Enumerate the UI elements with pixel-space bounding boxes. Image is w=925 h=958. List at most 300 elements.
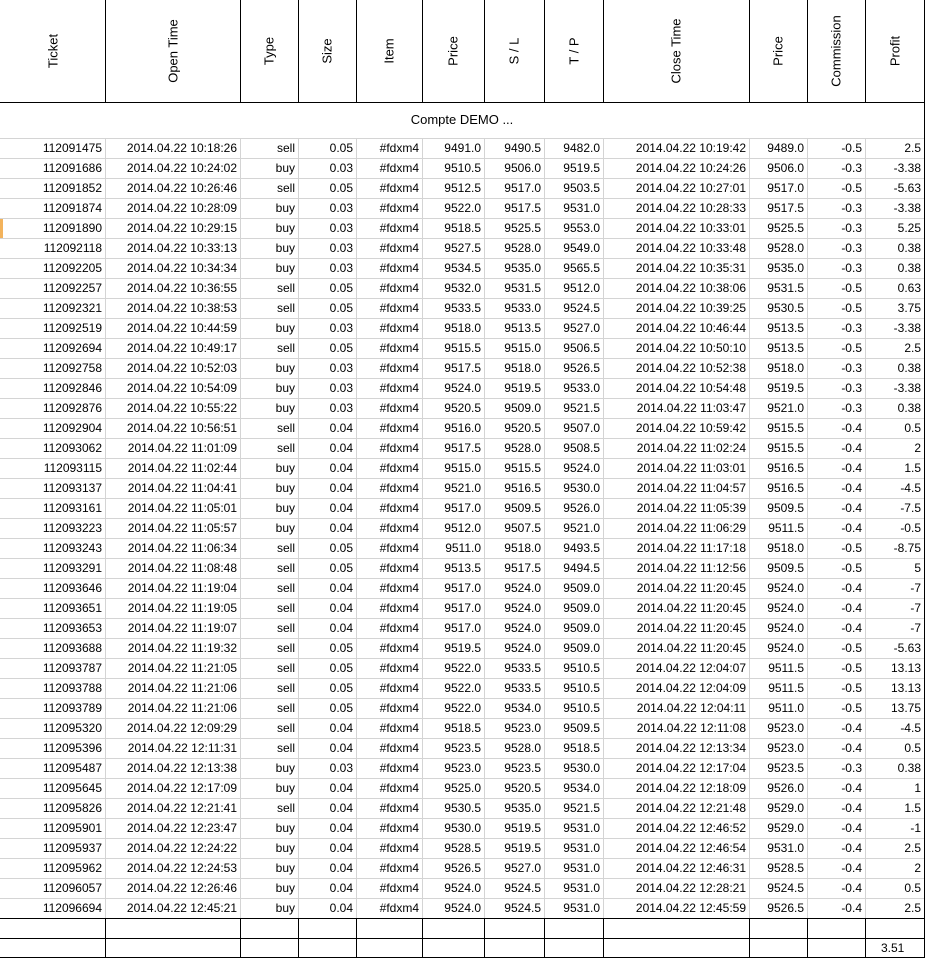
cell-sl[interactable]: 9519.5 [504,841,541,855]
cell-sl[interactable]: 9524.0 [504,581,541,595]
cell-profit[interactable]: 0.38 [897,241,921,255]
cell-commission[interactable]: -0.3 [841,321,862,335]
cell-tp[interactable]: 9521.0 [563,521,600,535]
cell-price[interactable]: 9533.5 [444,301,481,315]
cell-ticket[interactable]: 112095901 [42,821,102,835]
cell-size[interactable]: 0.04 [329,481,353,495]
cell-type[interactable]: buy [275,361,295,375]
cell-commission[interactable]: -0.5 [841,181,862,195]
cell-item[interactable]: #fdxm4 [379,661,419,675]
cell-open-time[interactable]: 2014.04.22 11:02:44 [127,461,237,475]
cell-type[interactable]: sell [276,181,295,195]
cell-price[interactable]: 9517.0 [444,601,481,615]
cell-size[interactable]: 0.04 [329,501,353,515]
cell-ticket[interactable]: 112092876 [42,401,102,415]
cell-sl[interactable]: 9533.5 [504,681,541,695]
cell-profit[interactable]: -5.63 [893,641,921,655]
cell-price[interactable]: 9523.5 [444,741,481,755]
cell-sl[interactable]: 9524.0 [504,641,541,655]
cell-open-time[interactable]: 2014.04.22 11:19:32 [127,641,237,655]
cell-profit[interactable]: 2.5 [904,841,921,855]
cell-sl[interactable]: 9516.5 [504,481,541,495]
cell-item[interactable]: #fdxm4 [379,801,419,815]
cell-tp[interactable]: 9531.0 [563,861,600,875]
cell-close-price[interactable]: 9511.5 [768,681,804,695]
cell-close-time[interactable]: 2014.04.22 12:46:31 [635,861,746,875]
column-header-price[interactable] [422,0,484,102]
cell-open-time[interactable]: 2014.04.22 10:44:59 [126,321,237,335]
cell-ticket[interactable]: 112096694 [42,901,102,915]
cell-tp[interactable]: 9510.5 [563,661,600,675]
column-header-size[interactable] [298,0,356,102]
cell-type[interactable]: buy [275,241,295,255]
cell-close-time[interactable]: 2014.04.22 11:17:18 [636,541,746,555]
cell-price[interactable]: 9530.5 [444,801,481,815]
cell-price[interactable]: 9517.0 [444,501,481,515]
cell-sl[interactable]: 9527.0 [504,861,541,875]
cell-size[interactable]: 0.05 [329,701,353,715]
cell-size[interactable]: 0.04 [329,421,353,435]
cell-profit[interactable]: 3.75 [897,301,921,315]
cell-price[interactable]: 9534.5 [444,261,481,275]
cell-price[interactable]: 9515.0 [444,461,481,475]
cell-item[interactable]: #fdxm4 [379,161,419,175]
cell-item[interactable]: #fdxm4 [379,341,419,355]
cell-size[interactable]: 0.05 [329,301,353,315]
total-profit-cell[interactable]: 3.51 [881,941,905,955]
cell-close-time[interactable]: 2014.04.22 11:12:56 [636,561,746,575]
cell-sl[interactable]: 9517.5 [504,561,541,575]
cell-tp[interactable]: 9482.0 [563,141,600,155]
cell-sl[interactable]: 9528.0 [504,241,541,255]
cell-type[interactable]: buy [275,321,295,335]
cell-size[interactable]: 0.04 [329,901,353,915]
cell-type[interactable]: buy [275,501,295,515]
cell-type[interactable]: sell [276,701,295,715]
column-header-type[interactable] [240,0,298,102]
cell-open-time[interactable]: 2014.04.22 12:21:41 [126,801,237,815]
cell-commission[interactable]: -0.4 [841,861,862,875]
cell-close-time[interactable]: 2014.04.22 11:04:57 [636,481,746,495]
cell-ticket[interactable]: 112091475 [42,141,102,155]
cell-tp[interactable]: 9512.0 [563,281,600,295]
cell-tp[interactable]: 9531.0 [563,881,600,895]
cell-price[interactable]: 9524.0 [444,381,481,395]
cell-close-time[interactable]: 2014.04.22 12:18:09 [635,781,746,795]
cell-type[interactable]: buy [275,901,295,915]
cell-size[interactable]: 0.04 [329,781,353,795]
cell-ticket[interactable]: 112095645 [42,781,102,795]
cell-size[interactable]: 0.03 [329,161,353,175]
cell-open-time[interactable]: 2014.04.22 10:54:09 [126,381,237,395]
cell-commission[interactable]: -0.5 [841,681,862,695]
cell-item[interactable]: #fdxm4 [379,141,419,155]
cell-commission[interactable]: -0.5 [841,661,862,675]
cell-commission[interactable]: -0.4 [841,481,862,495]
cell-profit[interactable]: 0.5 [904,881,921,895]
cell-size[interactable]: 0.05 [329,681,353,695]
cell-open-time[interactable]: 2014.04.22 12:23:47 [126,821,237,835]
cell-type[interactable]: buy [275,521,295,535]
cell-price[interactable]: 9517.0 [444,621,481,635]
cell-tp[interactable]: 9509.0 [563,641,600,655]
cell-type[interactable]: buy [275,761,295,775]
column-header-tp[interactable] [544,0,603,102]
cell-close-price[interactable]: 9518.0 [767,361,804,375]
cell-item[interactable]: #fdxm4 [379,201,419,215]
cell-tp[interactable]: 9493.5 [563,541,600,555]
cell-ticket[interactable]: 112095396 [42,741,102,755]
cell-ticket[interactable]: 112096057 [42,881,102,895]
cell-sl[interactable]: 9524.0 [504,621,541,635]
cell-type[interactable]: buy [275,201,295,215]
cell-close-price[interactable]: 9524.0 [767,601,804,615]
cell-open-time[interactable]: 2014.04.22 11:19:04 [127,581,237,595]
cell-commission[interactable]: -0.3 [841,161,862,175]
cell-price[interactable]: 9522.0 [444,681,481,695]
cell-tp[interactable]: 9531.0 [563,201,600,215]
cell-profit[interactable]: 2.5 [904,141,921,155]
cell-sl[interactable]: 9528.0 [504,741,541,755]
cell-price[interactable]: 9519.5 [444,641,481,655]
cell-tp[interactable]: 9524.5 [563,301,600,315]
cell-commission[interactable]: -0.3 [841,221,862,235]
cell-sl[interactable]: 9515.5 [504,461,541,475]
cell-sl[interactable]: 9523.5 [504,761,541,775]
cell-ticket[interactable]: 112092758 [42,361,102,375]
cell-close-time[interactable]: 2014.04.22 10:24:26 [635,161,746,175]
cell-commission[interactable]: -0.3 [841,361,862,375]
cell-profit[interactable]: -4.5 [900,721,921,735]
cell-item[interactable]: #fdxm4 [379,641,419,655]
cell-item[interactable]: #fdxm4 [379,781,419,795]
cell-close-time[interactable]: 2014.04.22 11:03:01 [636,461,746,475]
cell-type[interactable]: sell [276,601,295,615]
cell-tp[interactable]: 9518.5 [563,741,600,755]
cell-commission[interactable]: -0.5 [841,341,862,355]
cell-profit[interactable]: -3.38 [893,321,921,335]
cell-open-time[interactable]: 2014.04.22 10:24:02 [126,161,237,175]
cell-type[interactable]: buy [275,821,295,835]
cell-tp[interactable]: 9530.0 [563,761,600,775]
cell-size[interactable]: 0.03 [329,321,353,335]
cell-tp[interactable]: 9531.0 [563,821,600,835]
cell-size[interactable]: 0.05 [329,661,353,675]
cell-commission[interactable]: -0.4 [841,461,862,475]
cell-close-time[interactable]: 2014.04.22 11:02:24 [636,441,746,455]
cell-price[interactable]: 9522.0 [444,201,481,215]
cell-tp[interactable]: 9519.5 [563,161,600,175]
cell-profit[interactable]: -3.38 [893,161,921,175]
cell-close-price[interactable]: 9526.5 [767,901,804,915]
cell-profit[interactable]: 0.63 [897,281,921,295]
cell-close-time[interactable]: 2014.04.22 11:05:39 [636,501,746,515]
cell-item[interactable]: #fdxm4 [379,861,419,875]
cell-tp[interactable]: 9521.5 [563,401,600,415]
cell-size[interactable]: 0.04 [329,741,353,755]
cell-close-time[interactable]: 2014.04.22 12:17:04 [635,761,746,775]
cell-sl[interactable]: 9518.0 [504,361,541,375]
cell-ticket[interactable]: 112091874 [42,201,102,215]
cell-profit[interactable]: 2.5 [904,901,921,915]
cell-tp[interactable]: 9549.0 [563,241,600,255]
cell-close-price[interactable]: 9517.5 [767,201,804,215]
cell-type[interactable]: buy [275,401,295,415]
cell-close-price[interactable]: 9531.0 [767,841,804,855]
cell-commission[interactable]: -0.3 [841,261,862,275]
cell-profit[interactable]: 0.38 [897,361,921,375]
cell-commission[interactable]: -0.5 [841,541,862,555]
cell-sl[interactable]: 9517.0 [504,181,541,195]
cell-close-price[interactable]: 9529.0 [767,821,804,835]
cell-commission[interactable]: -0.3 [841,241,862,255]
cell-close-price[interactable]: 9515.5 [767,441,804,455]
cell-open-time[interactable]: 2014.04.22 12:26:46 [126,881,237,895]
cell-size[interactable]: 0.04 [329,881,353,895]
cell-commission[interactable]: -0.3 [841,401,862,415]
cell-open-time[interactable]: 2014.04.22 11:21:06 [127,681,237,695]
cell-open-time[interactable]: 2014.04.22 12:45:21 [126,901,237,915]
cell-commission[interactable]: -0.5 [841,561,862,575]
cell-profit[interactable]: 0.38 [897,261,921,275]
cell-close-price[interactable]: 9509.5 [767,561,804,575]
cell-close-time[interactable]: 2014.04.22 10:50:10 [635,341,746,355]
cell-close-time[interactable]: 2014.04.22 11:20:45 [636,581,746,595]
cell-commission[interactable]: -0.4 [841,801,862,815]
cell-close-price[interactable]: 9519.5 [767,381,804,395]
cell-tp[interactable]: 9534.0 [563,781,600,795]
cell-item[interactable]: #fdxm4 [379,821,419,835]
cell-ticket[interactable]: 112093115 [43,461,102,475]
cell-close-price[interactable]: 9511.5 [768,661,804,675]
cell-price[interactable]: 9528.5 [444,841,481,855]
cell-sl[interactable]: 9525.5 [504,221,541,235]
cell-sl[interactable]: 9524.0 [504,601,541,615]
cell-size[interactable]: 0.03 [329,221,353,235]
cell-item[interactable]: #fdxm4 [379,361,419,375]
cell-open-time[interactable]: 2014.04.22 11:19:07 [127,621,237,635]
cell-open-time[interactable]: 2014.04.22 11:01:09 [127,441,237,455]
cell-tp[interactable]: 9506.5 [563,341,600,355]
cell-ticket[interactable]: 112092846 [42,381,102,395]
cell-type[interactable]: buy [275,221,295,235]
cell-close-price[interactable]: 9513.5 [767,341,804,355]
cell-sl[interactable]: 9515.0 [504,341,541,355]
cell-item[interactable]: #fdxm4 [379,181,419,195]
cell-close-time[interactable]: 2014.04.22 10:28:33 [635,201,746,215]
cell-tp[interactable]: 9503.5 [563,181,600,195]
cell-sl[interactable]: 9524.5 [504,881,541,895]
cell-ticket[interactable]: 112092904 [42,421,102,435]
cell-ticket[interactable]: 112093651 [42,601,102,615]
cell-close-price[interactable]: 9515.5 [767,421,804,435]
cell-close-price[interactable]: 9524.0 [767,621,804,635]
cell-close-time[interactable]: 2014.04.22 10:33:01 [635,221,746,235]
cell-type[interactable]: sell [276,661,295,675]
cell-type[interactable]: sell [276,741,295,755]
cell-price[interactable]: 9523.0 [444,761,481,775]
cell-size[interactable]: 0.05 [329,641,353,655]
cell-close-price[interactable]: 9513.5 [767,321,804,335]
cell-tp[interactable]: 9531.0 [563,841,600,855]
cell-commission[interactable]: -0.4 [841,841,862,855]
cell-price[interactable]: 9522.0 [444,661,481,675]
cell-ticket[interactable]: 112093653 [42,621,102,635]
cell-close-time[interactable]: 2014.04.22 12:11:08 [636,721,746,735]
cell-profit[interactable]: 0.38 [897,761,921,775]
cell-close-time[interactable]: 2014.04.22 11:20:45 [636,641,746,655]
cell-price[interactable]: 9512.5 [444,181,481,195]
cell-profit[interactable]: 5 [914,561,921,575]
cell-sl[interactable]: 9528.0 [504,441,541,455]
cell-type[interactable]: sell [276,421,295,435]
cell-type[interactable]: buy [275,261,295,275]
cell-profit[interactable]: 1.5 [904,461,921,475]
cell-item[interactable]: #fdxm4 [379,441,419,455]
cell-open-time[interactable]: 2014.04.22 10:56:51 [126,421,237,435]
cell-commission[interactable]: -0.5 [841,301,862,315]
cell-open-time[interactable]: 2014.04.22 10:36:55 [126,281,237,295]
cell-close-price[interactable]: 9518.0 [767,541,804,555]
cell-price[interactable]: 9518.5 [444,221,481,235]
cell-commission[interactable]: -0.3 [841,201,862,215]
cell-open-time[interactable]: 2014.04.22 10:49:17 [126,341,237,355]
cell-price[interactable]: 9521.0 [444,481,481,495]
cell-close-price[interactable]: 9531.5 [767,281,804,295]
cell-type[interactable]: buy [275,161,295,175]
cell-close-time[interactable]: 2014.04.22 10:52:38 [635,361,746,375]
cell-sl[interactable]: 9535.0 [504,261,541,275]
cell-item[interactable]: #fdxm4 [379,681,419,695]
cell-close-price[interactable]: 9524.5 [767,881,804,895]
cell-size[interactable]: 0.03 [329,761,353,775]
cell-close-price[interactable]: 9525.5 [767,221,804,235]
cell-type[interactable]: buy [275,881,295,895]
cell-close-price[interactable]: 9526.0 [767,781,804,795]
cell-type[interactable]: sell [276,341,295,355]
cell-close-time[interactable]: 2014.04.22 12:04:09 [635,681,746,695]
cell-close-price[interactable]: 9511.5 [768,521,804,535]
cell-commission[interactable]: -0.5 [841,141,862,155]
cell-price[interactable]: 9524.0 [444,901,481,915]
cell-type[interactable]: sell [276,281,295,295]
cell-commission[interactable]: -0.4 [841,721,862,735]
cell-commission[interactable]: -0.3 [841,381,862,395]
cell-open-time[interactable]: 2014.04.22 10:38:53 [126,301,237,315]
cell-item[interactable]: #fdxm4 [379,401,419,415]
cell-price[interactable]: 9515.5 [444,341,481,355]
cell-tp[interactable]: 9508.5 [563,441,600,455]
cell-price[interactable]: 9527.5 [444,241,481,255]
cell-open-time[interactable]: 2014.04.22 10:52:03 [126,361,237,375]
cell-size[interactable]: 0.04 [329,821,353,835]
cell-close-price[interactable]: 9523.0 [767,741,804,755]
column-header-item[interactable] [356,0,422,102]
cell-size[interactable]: 0.04 [329,461,353,475]
cell-close-price[interactable]: 9516.5 [767,461,804,475]
cell-ticket[interactable]: 112092205 [42,261,102,275]
cell-size[interactable]: 0.05 [329,281,353,295]
cell-close-price[interactable]: 9516.5 [767,481,804,495]
cell-size[interactable]: 0.03 [329,361,353,375]
cell-open-time[interactable]: 2014.04.22 12:24:53 [126,861,237,875]
cell-price[interactable]: 9525.0 [444,781,481,795]
cell-close-time[interactable]: 2014.04.22 11:20:45 [636,601,746,615]
cell-open-time[interactable]: 2014.04.22 10:55:22 [126,401,237,415]
cell-open-time[interactable]: 2014.04.22 11:21:05 [127,661,237,675]
cell-profit[interactable]: 13.75 [890,701,921,715]
column-header-open-time[interactable] [105,0,240,102]
cell-sl[interactable]: 9519.5 [504,821,541,835]
cell-price[interactable]: 9530.0 [444,821,481,835]
cell-close-time[interactable]: 2014.04.22 12:13:34 [635,741,746,755]
cell-sl[interactable]: 9506.0 [504,161,541,175]
cell-sl[interactable]: 9531.5 [504,281,541,295]
cell-type[interactable]: buy [275,481,295,495]
cell-price[interactable]: 9517.0 [444,581,481,595]
cell-close-price[interactable]: 9529.0 [767,801,804,815]
cell-profit[interactable]: 2 [914,861,921,875]
cell-item[interactable]: #fdxm4 [379,521,419,535]
cell-sl[interactable]: 9490.5 [504,141,541,155]
cell-close-time[interactable]: 2014.04.22 12:46:54 [635,841,746,855]
cell-profit[interactable]: 5.25 [897,221,921,235]
cell-profit[interactable]: -5.63 [893,181,921,195]
cell-ticket[interactable]: 112093161 [42,501,102,515]
cell-close-time[interactable]: 2014.04.22 10:33:48 [635,241,746,255]
cell-size[interactable]: 0.05 [329,561,353,575]
cell-profit[interactable]: 13.13 [890,681,921,695]
cell-close-price[interactable]: 9528.5 [767,861,804,875]
cell-tp[interactable]: 9524.0 [563,461,600,475]
cell-type[interactable]: sell [276,141,295,155]
cell-ticket[interactable]: 112091852 [42,181,102,195]
cell-type[interactable]: sell [276,801,295,815]
cell-size[interactable]: 0.05 [329,341,353,355]
cell-item[interactable]: #fdxm4 [379,721,419,735]
cell-item[interactable]: #fdxm4 [379,601,419,615]
cell-close-time[interactable]: 2014.04.22 10:54:48 [635,381,746,395]
cell-item[interactable]: #fdxm4 [379,381,419,395]
cell-open-time[interactable]: 2014.04.22 10:28:09 [126,201,237,215]
cell-price[interactable]: 9526.5 [444,861,481,875]
cell-item[interactable]: #fdxm4 [379,901,419,915]
cell-size[interactable]: 0.03 [329,401,353,415]
cell-type[interactable]: buy [275,381,295,395]
cell-profit[interactable]: -3.38 [893,201,921,215]
cell-close-price[interactable]: 9524.0 [767,641,804,655]
cell-price[interactable]: 9517.5 [444,441,481,455]
cell-price[interactable]: 9510.5 [444,161,481,175]
cell-commission[interactable]: -0.4 [841,501,862,515]
cell-open-time[interactable]: 2014.04.22 11:08:48 [127,561,237,575]
cell-price[interactable]: 9516.0 [444,421,481,435]
cell-close-time[interactable]: 2014.04.22 12:21:48 [635,801,746,815]
cell-ticket[interactable]: 112092321 [42,301,102,315]
cell-tp[interactable]: 9509.0 [563,601,600,615]
cell-ticket[interactable]: 112093137 [42,481,102,495]
cell-tp[interactable]: 9526.5 [563,361,600,375]
cell-open-time[interactable]: 2014.04.22 12:13:38 [126,761,237,775]
cell-ticket[interactable]: 112093788 [42,681,102,695]
cell-size[interactable]: 0.04 [329,861,353,875]
cell-sl[interactable]: 9523.0 [504,721,541,735]
cell-ticket[interactable]: 112093688 [42,641,102,655]
cell-open-time[interactable]: 2014.04.22 10:29:15 [126,221,237,235]
cell-item[interactable]: #fdxm4 [379,261,419,275]
cell-ticket[interactable]: 112093789 [42,701,102,715]
cell-ticket[interactable]: 112093223 [42,521,102,535]
